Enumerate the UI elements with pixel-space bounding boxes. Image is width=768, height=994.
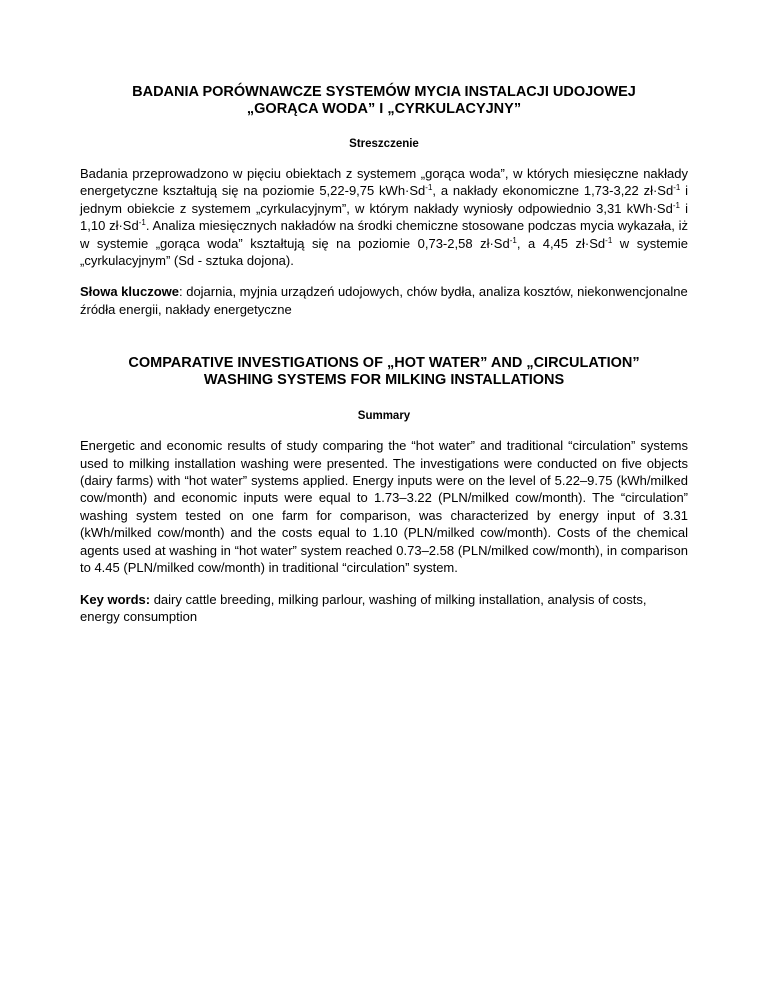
page [80,84,688,625]
superscript: -1 [138,218,146,228]
polish-abstract-heading: Streszczenie [349,138,419,150]
superscript: -1 [605,235,613,245]
polish-keywords-label: Słowa kluczowe [80,284,179,300]
superscript: -1 [425,183,433,193]
polish-abstract-text: w systemie „cyrkulacyjnym” (Sd - sztuka dojona). [80,235,688,269]
superscript: -1 [673,183,681,193]
english-title-line-1: COMPARATIVE INVESTIGATIONS OF „HOT WATER” AND „CIRCULATION” [128,355,640,372]
polish-keywords [80,283,688,318]
polish-title-line-1: BADANIA PORÓWNAWCZE SYSTEMÓW MYCIA INSTALACJI UDOJOWEJ [132,84,636,100]
polish-abstract-text: Badania przeprowadzono w pięciu obiektach z systemem „gorąca woda”, w których miesięczne nakłady energetyczne kształtują się na poziomie 5,22-9,75 kWh·Sd [80,166,688,199]
polish-keywords-text: : dojarnia, myjnia urządzeń udojowych, chów bydła, analiza kosztów, niekonwencjonalne źródła energii, nakłady energetyczne [80,284,688,317]
english-abstract: Energetic and economic results of study comparing the “hot water” and traditional “circulation” systems used to milking installation washing were presented. The investigations were conducted on five objects (dairy farms) with “hot water” systems applied. Energy inputs were on the level of 5.22–9.75 (kWh/milked cow/month) and economic inputs were equal to 1.73–3.22 (PLN/milked cow/month). The “circulation” washing system tested on one farm for comparison, was characterized by energy input of 3.31 (kWh/milked cow/month) and the costs equal to 1.10 (PLN/milked cow/month). Costs of the chemical agents used at washing in “hot water” system reached 0.73–2.58 (PLN/milked cow/month), in comparison to 4.45 (PLN/milked cow/month) in traditional “circulation” system. [80,438,688,576]
polish-abstract-text: . Analiza miesięcznych nakładów na środki chemiczne stosowane podczas mycia wykazała, iż w systemie „gorąca woda” kształtują się na poziomie 0,73-2,58 zł·Sd [80,218,688,251]
english-title [80,355,688,389]
english-keywords-text: dairy cattle breeding, milking parlour, washing of milking installation, analysis of costs, energy consumption [80,591,647,624]
english-title-line-2: WASHING SYSTEMS FOR MILKING INSTALLATIONS [203,372,565,389]
english-keywords-label: Key words: [80,591,151,607]
polish-abstract-text: i jednym obiekcie z systemem „cyrkulacyjnym”, w którym nakłady wyniosły odpowiednio 3,31 kWh·Sd [80,183,688,216]
polish-abstract-text: i 1,10 zł·Sd [80,200,688,234]
polish-title-line-2: „GORĄCA WODA” I „CYRKULACYJNY” [246,101,522,117]
polish-title [80,84,688,118]
english-keywords [80,591,688,626]
polish-abstract-text: , a nakłady ekonomiczne 1,73-3,22 zł·Sd [432,183,674,199]
polish-abstract [80,165,688,269]
superscript: -1 [672,200,680,210]
english-abstract-heading: Summary [357,410,411,423]
superscript: -1 [509,235,517,245]
polish-abstract-text: , a 4,45 zł·Sd [516,235,606,251]
